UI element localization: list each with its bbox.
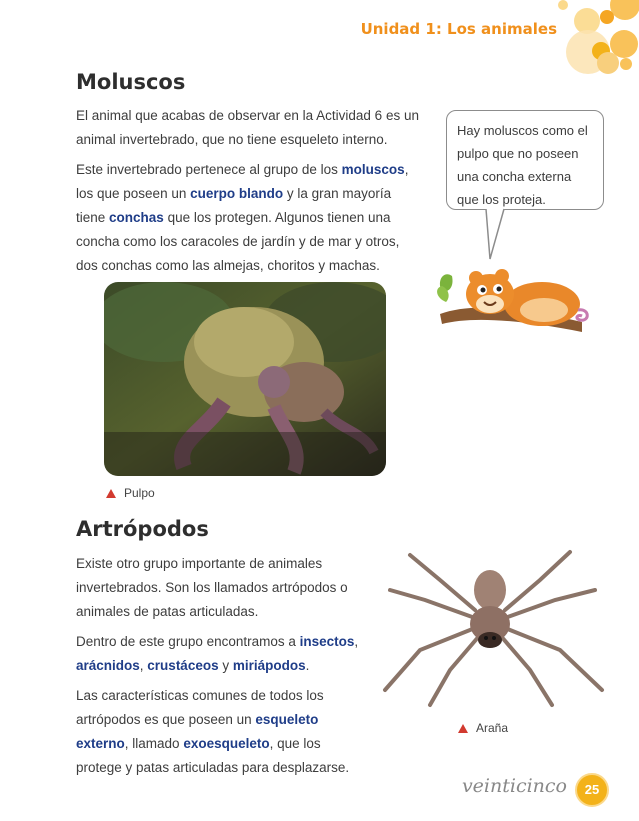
page-number-badge: 25: [575, 773, 609, 807]
artropodos-text: [76, 552, 366, 786]
moluscos-text: [76, 104, 421, 284]
keyword-esqueleto-externo: esqueleto externo: [76, 712, 319, 751]
text-run: , llamado: [124, 736, 184, 751]
text-run: , los que poseen un: [76, 162, 409, 201]
moluscos-paragraph-2: [76, 158, 421, 278]
keyword-aracnidos: arácnidos: [76, 658, 140, 673]
text-run: Dentro de este grupo encontramos a: [76, 634, 300, 649]
keyword-moluscos: moluscos: [341, 162, 405, 177]
keyword-miriapodos: miriápodos: [232, 658, 306, 673]
page-number-word: veinticinco: [461, 775, 567, 797]
text-run: ,: [139, 658, 148, 673]
moluscos-paragraph-1: El animal que acabas de observar en la Actividad 6 es un animal invertebrado, que no tiene esqueleto interno.: [76, 108, 419, 147]
text-run: ,: [354, 634, 359, 649]
text-run: Las características comunes de todos los artrópodos es que poseen un: [76, 688, 324, 727]
text-run: .: [305, 658, 310, 673]
keyword-insectos: insectos: [299, 634, 355, 649]
text-run: y la gran mayoría tiene: [76, 186, 392, 225]
artropodos-paragraph-2: [76, 630, 366, 678]
keyword-cuerpo-blando: cuerpo blando: [190, 186, 284, 201]
octopus-photo: [104, 282, 386, 476]
keyword-conchas: conchas: [109, 210, 164, 225]
keyword-crustaceos: crustáceos: [147, 658, 219, 673]
keyword-exoesqueleto: exoesqueleto: [183, 736, 270, 751]
hamster-mascot-icon: [432, 262, 592, 342]
section-heading-artropodos: Artrópodos: [76, 517, 209, 541]
caption-text: Araña: [476, 721, 509, 735]
text-run: , que los protege y patas articuladas para desplazarse.: [76, 736, 350, 775]
triangle-bullet-icon: [106, 489, 116, 498]
section-heading-moluscos: Moluscos: [76, 70, 186, 94]
photo-caption-pulpo: [106, 486, 155, 500]
speech-bubble: [446, 110, 604, 210]
text-run: Este invertebrado pertenece al grupo de los: [76, 162, 342, 177]
speech-bubble-tail: [484, 205, 510, 261]
caption-text: Pulpo: [124, 486, 155, 500]
spider-photo: [380, 540, 610, 710]
triangle-bullet-icon: [458, 724, 468, 733]
artropodos-paragraph-1: Existe otro grupo importante de animales invertebrados. Son los llamados artrópodos o animales de patas articuladas.: [76, 556, 348, 619]
unit-title: Unidad 1: Los animales: [360, 20, 557, 38]
artropodos-paragraph-3: [76, 684, 366, 780]
speech-bubble-text: Hay moluscos como el pulpo que no poseen una concha externa que los proteja.: [457, 123, 588, 207]
text-run: que los protegen. Algunos tienen una concha como los caracoles de jardín y de mar y otros, dos conchas como las almejas, choritos y machas.: [76, 210, 400, 273]
photo-caption-arana: [458, 721, 508, 735]
text-run: y: [218, 658, 233, 673]
